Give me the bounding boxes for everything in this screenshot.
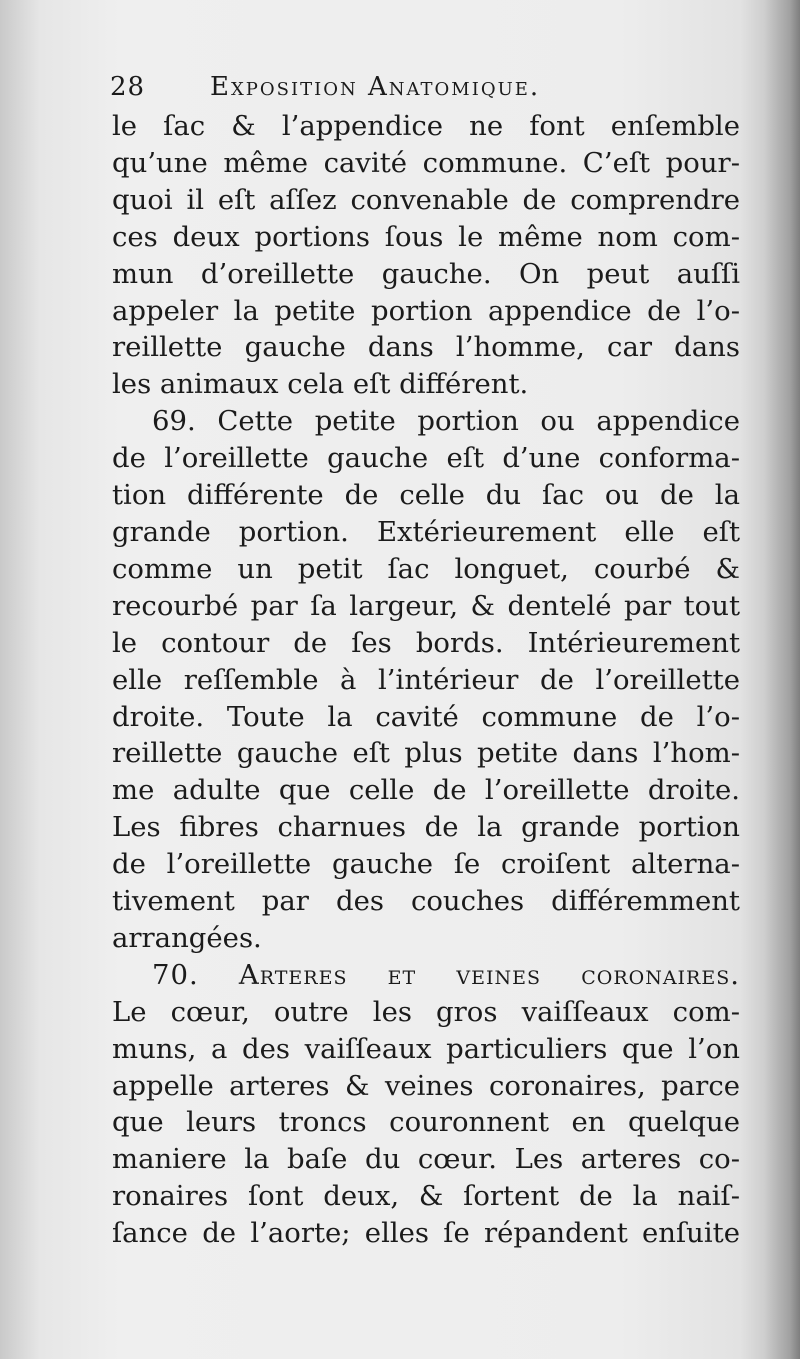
body-text: [112, 108, 740, 1252]
running-head: [110, 72, 730, 102]
text-line: ronaires ſont deux, & ſortent de la naiſ-: [112, 1180, 740, 1213]
text-line: de l’oreillette gauche ſe croiſent alterna-: [112, 848, 740, 881]
text-line: Le cœur, outre les gros vaiſſeaux com-: [112, 995, 740, 1028]
text-line: reillette gauche eſt plus petite dans l’hom-: [112, 737, 740, 770]
text-line: ces deux portions ſous le même nom com-: [112, 220, 740, 253]
text-line: de l’oreillette gauche eſt d’une conforma-: [112, 442, 740, 475]
text-line: grande portion. Extérieurement elle eſt: [112, 515, 740, 548]
text-line: Les fibres charnues de la grande portion: [112, 811, 740, 844]
text-line: le contour de ſes bords. Intérieurement: [112, 626, 740, 659]
section-heading-70: 70. Arteres et veines coronaires.: [152, 958, 740, 991]
text-line: elle reſſemble à l’intérieur de l’oreillette: [112, 663, 740, 696]
paragraph-69-start: 69. Cette petite portion ou appendice: [152, 405, 740, 438]
text-line: comme un petit ſac longuet, courbé &: [112, 552, 740, 585]
text-line: arrangées.: [112, 921, 262, 954]
text-line: appeler la petite portion appendice de l’o-: [112, 294, 740, 327]
text-line: me adulte que celle de l’oreillette droite.: [112, 774, 740, 807]
text-line: que leurs troncs couronnent en quelque: [112, 1106, 740, 1139]
page-edge-shadow: [764, 0, 800, 1359]
text-line: mun d’oreillette gauche. On peut auſſi: [112, 257, 740, 290]
page-number: 28: [110, 72, 146, 102]
text-line: appelle arteres & veines coronaires, parce: [112, 1069, 740, 1102]
text-line: les animaux cela eſt différent.: [112, 368, 529, 401]
text-line: quoi il eſt aſſez convenable de comprendre: [112, 183, 740, 216]
text-line: reillette gauche dans l’homme, car dans: [112, 331, 740, 364]
text-line: droite. Toute la cavité commune de l’o-: [112, 700, 740, 733]
text-line: le ſac & l’appendice ne font enſemble: [112, 110, 740, 142]
text-line: ſance de l’aorte; elles ſe répandent enſuite: [112, 1217, 740, 1250]
text-line: muns, a des vaiſſeaux particuliers que l’on: [112, 1032, 740, 1065]
text-line: tivement par des couches différemment: [112, 885, 740, 918]
text-line: recourbé par ſa largeur, & dentelé par tout: [112, 589, 740, 622]
text-line: qu’une même cavité commune. C’eſt pour-: [112, 146, 740, 179]
text-line: maniere la baſe du cœur. Les arteres co-: [112, 1143, 740, 1176]
text-line: tion différente de celle du ſac ou de la: [112, 479, 740, 512]
running-title: Exposition Anatomique.: [210, 72, 541, 102]
